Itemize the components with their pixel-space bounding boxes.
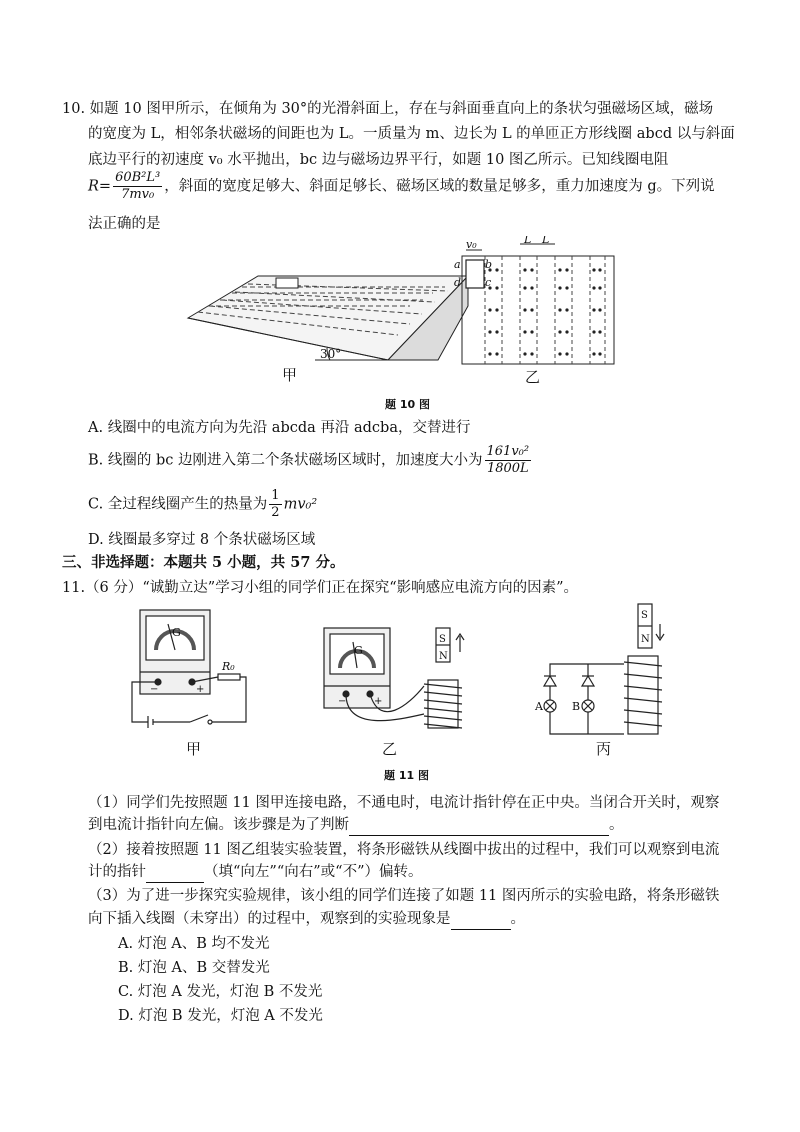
- fig11-caption: 题 11 图: [384, 769, 429, 782]
- q11-p3-option-b: B. 灯泡 A、B 交替发光: [118, 960, 270, 976]
- magnet-n2: N: [641, 634, 650, 645]
- magnet-n1: N: [439, 651, 448, 662]
- q10-line2: 的宽度为 L，相邻条状磁场的间距也为 L。一质量为 m、边长为 L 的单匝正方形线圈 abcd 以与斜面: [88, 126, 735, 142]
- label-L1: L: [524, 236, 532, 246]
- bulb-label-b: B: [572, 700, 581, 713]
- label-L2: L: [542, 236, 550, 246]
- fig10-label-jia: 甲: [282, 366, 298, 384]
- q11-p1-line1: （1）同学们先按照题 11 图甲连接电路，不通电时，电流计指针停在正中央。当闭合开关时，观察: [88, 795, 720, 811]
- fig10-label-yi: 乙: [525, 368, 541, 386]
- fig11-label-yi: 乙: [382, 740, 398, 758]
- answer-blank-2[interactable]: [146, 862, 204, 883]
- q11-p3-line1: （3）为了进一步探究实验规律，该小组的同学们连接了如题 11 图丙所示的实验电路，将条形磁铁: [88, 888, 720, 904]
- q11-p3-line2: 向下插入线圈（未穿出）的过程中，观察到的实验现象是 。: [88, 909, 525, 930]
- q11-p2-text-a: 计的指针: [88, 864, 146, 880]
- q10-option-d: D. 线圈最多穿过 8 个条状磁场区域: [88, 532, 316, 548]
- answer-blank-3[interactable]: [451, 909, 511, 930]
- label-d: d: [454, 276, 462, 289]
- q10-number: 10.: [62, 101, 86, 117]
- angle-label: 30°: [320, 347, 342, 361]
- meter-minus-2: −: [338, 696, 347, 707]
- q10-option-c: [88, 488, 317, 521]
- q11-p2-line2: [88, 862, 422, 883]
- section-3-heading: 三、非选择题：本题共 5 小题，共 57 分。: [62, 554, 345, 571]
- q10-option-b-den: 1800L: [486, 461, 529, 476]
- q10-line3: 底边平行的初速度 v₀ 水平抛出，bc 边与磁场边界平行，如题 10 图乙所示。已知线圈电阻: [88, 152, 669, 168]
- q10-option-c-suffix: mv₀²: [283, 496, 318, 513]
- label-c: c: [485, 276, 492, 289]
- q10-option-b-num: 161v₀²: [486, 444, 530, 459]
- q11-p3-text: 向下插入线圈（未穿出）的过程中，观察到的实验现象是: [88, 911, 451, 927]
- q10-option-c-num: 1: [271, 488, 280, 503]
- bulb-label-a: A: [535, 700, 543, 713]
- fig11-label-bing: 丙: [596, 740, 612, 758]
- label-a: a: [454, 258, 461, 271]
- q10-line1: [62, 99, 713, 119]
- q11-line1: 11.（6 分）“诚勤立达”学习小组的同学们正在探究“影响感应电流方向的因素”。: [62, 580, 579, 596]
- formula-r-num: 60B²L³: [115, 170, 161, 185]
- q10-option-a: A. 线圈中的电流方向为先沿 abcda 再沿 adcba，交替进行: [88, 420, 471, 436]
- meter-plus-2: +: [374, 696, 383, 707]
- q11-p1-text: 到电流计指针向左偏。该步骤是为了判断: [88, 817, 349, 833]
- q10-option-b: [88, 444, 533, 477]
- answer-blank-1[interactable]: [349, 815, 609, 836]
- q11-p2-text-b: （填“向左”“向右”或“不”）偏转。: [204, 864, 423, 880]
- q10-line5: 法正确的是: [88, 216, 161, 232]
- q10-text1: 如题 10 图甲所示，在倾角为 30°的光滑斜面上，存在与斜面垂直向上的条状匀强磁场区域，磁场: [89, 101, 714, 117]
- q10-text4: ，斜面的宽度足够大、斜面足够长、磁场区域的数量足够多，重力加速度为 g。下列说: [164, 178, 715, 195]
- magnet-s2: S: [641, 610, 648, 621]
- q11-p3-option-c: C. 灯泡 A 发光，灯泡 B 不发光: [118, 984, 323, 1000]
- label-b: b: [485, 258, 493, 271]
- q11-p3-option-a: A. 灯泡 A、B 均不发光: [118, 936, 270, 952]
- q10-option-b-text: B. 线圈的 bc 边刚进入第二个条状磁场区域时，加速度大小为: [88, 452, 483, 469]
- magnet-s1: S: [439, 634, 446, 645]
- q11-p1-line2: 到电流计指针向左偏。该步骤是为了判断 。: [88, 815, 624, 836]
- circuit-bing: [544, 604, 664, 734]
- resistor-label: R₀: [222, 660, 235, 673]
- fig11-label-jia: 甲: [186, 740, 202, 758]
- q10-option-c-text: C. 全过程线圈产生的热量为: [88, 496, 268, 513]
- field-dots: [488, 268, 601, 355]
- meter-label-g2: G: [354, 644, 363, 657]
- q10-option-c-fraction: [269, 488, 281, 521]
- q11-p3-option-d: D. 灯泡 B 发光，灯泡 A 不发光: [118, 1008, 323, 1024]
- meter-minus-1: −: [150, 684, 159, 695]
- formula-r-den: 7mv₀: [121, 187, 155, 202]
- meter-label-g1: G: [172, 626, 181, 639]
- formula-r-fraction: [113, 170, 162, 203]
- q10-option-b-fraction: [485, 444, 532, 477]
- formula-r-prefix: R=: [88, 178, 112, 195]
- q10-line4: [88, 170, 715, 203]
- figure-11: [118, 602, 678, 757]
- label-v0: v₀: [466, 238, 477, 251]
- q10-option-c-den: 2: [271, 505, 280, 520]
- meter-plus-1: +: [196, 684, 205, 695]
- q11-p2-line1: （2）接着按照题 11 图乙组装实验装置，将条形磁铁从线圈中拔出的过程中，我们可以观察到电流: [88, 842, 720, 858]
- figure-10: [180, 236, 630, 411]
- fig10-caption: 题 10 图: [385, 398, 430, 411]
